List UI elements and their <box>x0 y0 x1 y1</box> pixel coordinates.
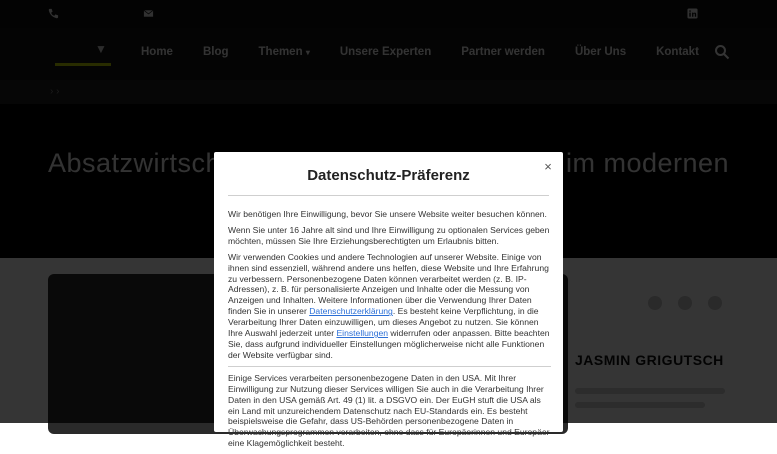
dialog-title: Datenschutz-Präferenz <box>307 167 470 184</box>
settings-link[interactable]: Einstellungen <box>336 328 389 339</box>
consent-paragraph-4: Einige Services verarbeiten personenbezogene Daten in den USA. Mit Ihrer Einwilligung zur Nutzung dieser Services willigen Sie auch in die Verarbeitung Ihrer Daten in den USA gemäß Art. 49 (1) lit. a DSGVO ein. Der EuGH stuft die USA als ein Land mit unzureichendem Datenschutz nach EU-Standards ein. Es besteht beispielsweise die Gefahr, dass US-Behörden personenbezogene Daten in Überwachungsprogrammen verarbeiten, ohne dass für Europäerinnen und Europäer eine Klagemöglichkeit besteht. <box>228 372 550 449</box>
privacy-policy-link[interactable]: Datenschutzerklärung <box>309 306 393 317</box>
consent-paragraph-3a: Wir verwenden Cookies und andere Technologien auf unserer Website. Einige von ihnen sind essenziell, während andere uns helfen, diese Website und Ihre Erfahrung zu verbessern. Personenbezogene Daten können verarbeitet werden (z. B. IP-Adressen), z. B. für personalisierte Anzeigen und Inhalte oder die Messung von Anzeigen und Inhalten. Weitere Informationen über die Verwendung Ihrer Daten finden Sie in unserer <box>228 251 549 317</box>
dialog-body <box>228 209 551 454</box>
consent-paragraph-3c: widerrufen oder anpassen. Bitte beachten Sie, dass aufgrund individueller Einstellungen möglicherweise nicht alle Funktionen der Website verfügbar sind. <box>228 328 550 360</box>
privacy-consent-dialog <box>214 152 563 449</box>
consent-paragraph-2: Wenn Sie unter 16 Jahre alt sind und Ihre Einwilligung zu optionalen Services geben möchten, müssen Sie Ihre Erziehungsberechtigten um Erlaubnis bitten. <box>228 224 550 246</box>
consent-paragraph-1: Wir benötigen Ihre Einwilligung, bevor Sie unsere Website weiter besuchen können. <box>228 209 547 219</box>
consent-paragraph-3b: . Es besteht keine Verpflichtung, in die Verarbeitung Ihrer Daten einzuwilligen, um dieses Angebot zu nutzen. Sie können Ihre Auswahl jederzeit unter <box>228 306 539 339</box>
consent-paragraph-3 <box>228 252 551 361</box>
close-icon[interactable]: × <box>544 159 552 174</box>
divider <box>228 366 551 367</box>
divider <box>228 195 549 196</box>
